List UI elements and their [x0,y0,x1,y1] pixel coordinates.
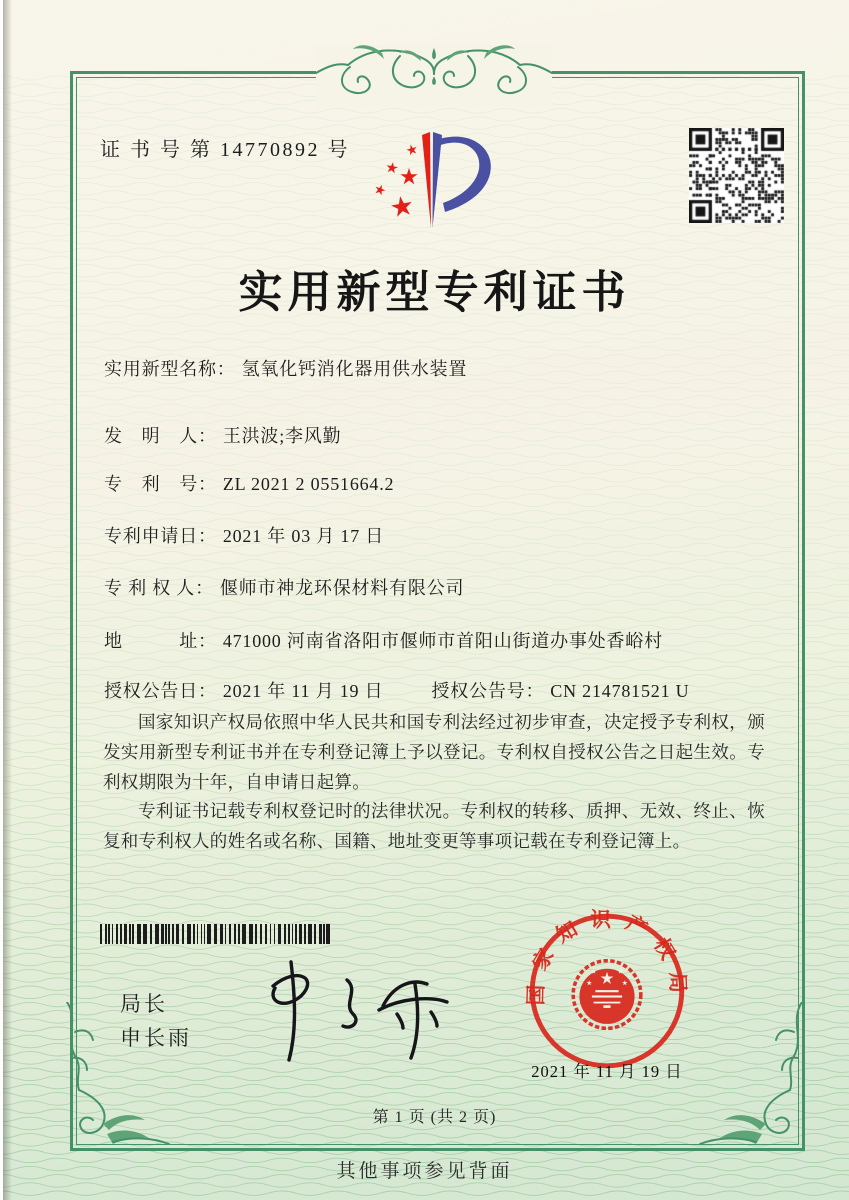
barcode-bar [168,924,170,944]
field-label: 专 利 号： [104,474,217,494]
barcode-bar [304,924,306,944]
field-label: 实用新型名称： [104,359,236,379]
barcode-bar [182,924,184,944]
field-label: 地 址： [104,631,217,651]
field-value: 471000 河南省洛阳市偃师市首阳山街道办事处香峪村 [222,631,663,651]
barcode-bar [207,924,211,944]
barcode-bar [292,924,293,944]
barcode-bar [129,924,131,944]
field-label: 专利申请日： [104,526,217,546]
barcode-bar [143,924,147,944]
barcode-bar [323,924,325,944]
barcode-bar [225,924,226,944]
field-value: 氢氧化钙消化器用供水装置 [241,359,468,379]
barcode-bar [238,924,240,944]
barcode-bar [120,924,122,944]
director-title: 局长 [120,992,168,1016]
seal-text: 国家知识产权局 [525,909,689,1006]
barcode [100,924,338,944]
field-label: 授权公告日： [104,681,217,701]
barcode-bar [165,924,167,944]
field-row-patentee [104,575,774,601]
field-label: 专 利 权 人： [104,578,214,598]
scan-edge-shadow [3,0,12,1200]
field-row-filing-date [104,523,774,549]
field-value: 2021 年 03 月 17 日 [222,526,385,546]
barcode-bar [176,924,179,944]
page-number: 第 1 页 (共 2 页) [372,1109,497,1126]
barcode-bar [124,924,127,944]
barcode-bar [270,924,271,944]
barcode-bar [242,924,246,944]
patent-fields [104,356,774,704]
grant-number-value: CN 214781521 U [550,681,690,701]
corner-flourish-icon [692,1002,812,1152]
legal-text [103,708,765,857]
barcode-bar [197,924,198,944]
barcode-bar [132,924,134,944]
barcode-bar [137,924,141,944]
cnipa-logo-icon [372,124,507,236]
top-border-ornament-icon [304,44,564,108]
barcode-bar [314,924,316,944]
legal-paragraph-2: 专利证书记载专利权登记时的法律状况。专利权的转移、质押、无效、终止、恢复和专利权人的姓名或名称、国籍、地址变更等事项记载在专利登记簿上。 [103,801,765,851]
certificate-number-suffix: 号 [327,139,350,161]
barcode-bar [116,924,118,944]
barcode-bar [172,924,174,944]
barcode-bar [255,924,257,944]
barcode-bar [265,924,267,944]
field-label: 发 明 人： [104,426,217,446]
barcode-bar [204,924,205,944]
director-name: 申长雨 [120,1026,192,1050]
barcode-bar [319,924,322,944]
barcode-bar [105,924,107,944]
barcode-bar [220,924,223,944]
field-row-grant [104,678,774,704]
certificate-number [100,133,350,162]
spacer [383,678,431,704]
certificate-title: 实用新型专利证书 [238,268,631,317]
barcode-bar [100,924,102,944]
barcode-bar [274,924,275,944]
field-value: ZL 2021 2 0551664.2 [222,474,395,494]
barcode-bar [150,924,152,944]
barcode-bar [284,924,286,944]
legal-paragraph-1: 国家知识产权局依照中华人民共和国专利法经过初步审查，决定授予专利权，颁发实用新型专利证书并在专利登记簿上予以登记。专利权自授权公告之日起生效。专利权期限为十年，自申请日起算。 [103,712,765,792]
barcode-bar [155,924,159,944]
back-side-note: 其他事项参见背面 [336,1161,513,1182]
barcode-bar [234,924,236,944]
barcode-bar [201,924,202,944]
barcode-bar [161,924,164,944]
seal-date: 2021 年 11 月 19 日 [531,1062,683,1081]
barcode-bar [193,924,195,944]
field-row-patent-no [104,471,774,497]
barcode-bar [308,924,312,944]
field-row-name [104,356,774,382]
field-row-inventor [104,423,774,449]
barcode-bar [278,924,281,944]
certificate-number-value: 14770892 [220,139,320,161]
barcode-bar [112,924,113,944]
barcode-bar [108,924,110,944]
barcode-bar [288,924,290,944]
barcode-bar [229,924,231,944]
barcode-bar [187,924,191,944]
barcode-bar [249,924,253,944]
grant-number-label: 授权公告号： [431,681,545,701]
barcode-bar [295,924,297,944]
barcode-bar [326,924,330,944]
director-signature-icon [245,956,455,1066]
official-seal-icon [518,902,696,1080]
certificate-number-prefix: 证 书 号 第 [100,139,213,161]
barcode-bar [299,924,302,944]
barcode-bar [260,924,262,944]
field-row-address [104,628,774,654]
field-value: 王洪波;李风勤 [222,426,342,446]
qr-code [689,128,784,223]
field-value: 2021 年 11 月 19 日 [222,681,384,701]
barcode-bar [214,924,217,944]
field-value: 偃师市神龙环保材料有限公司 [219,578,465,598]
